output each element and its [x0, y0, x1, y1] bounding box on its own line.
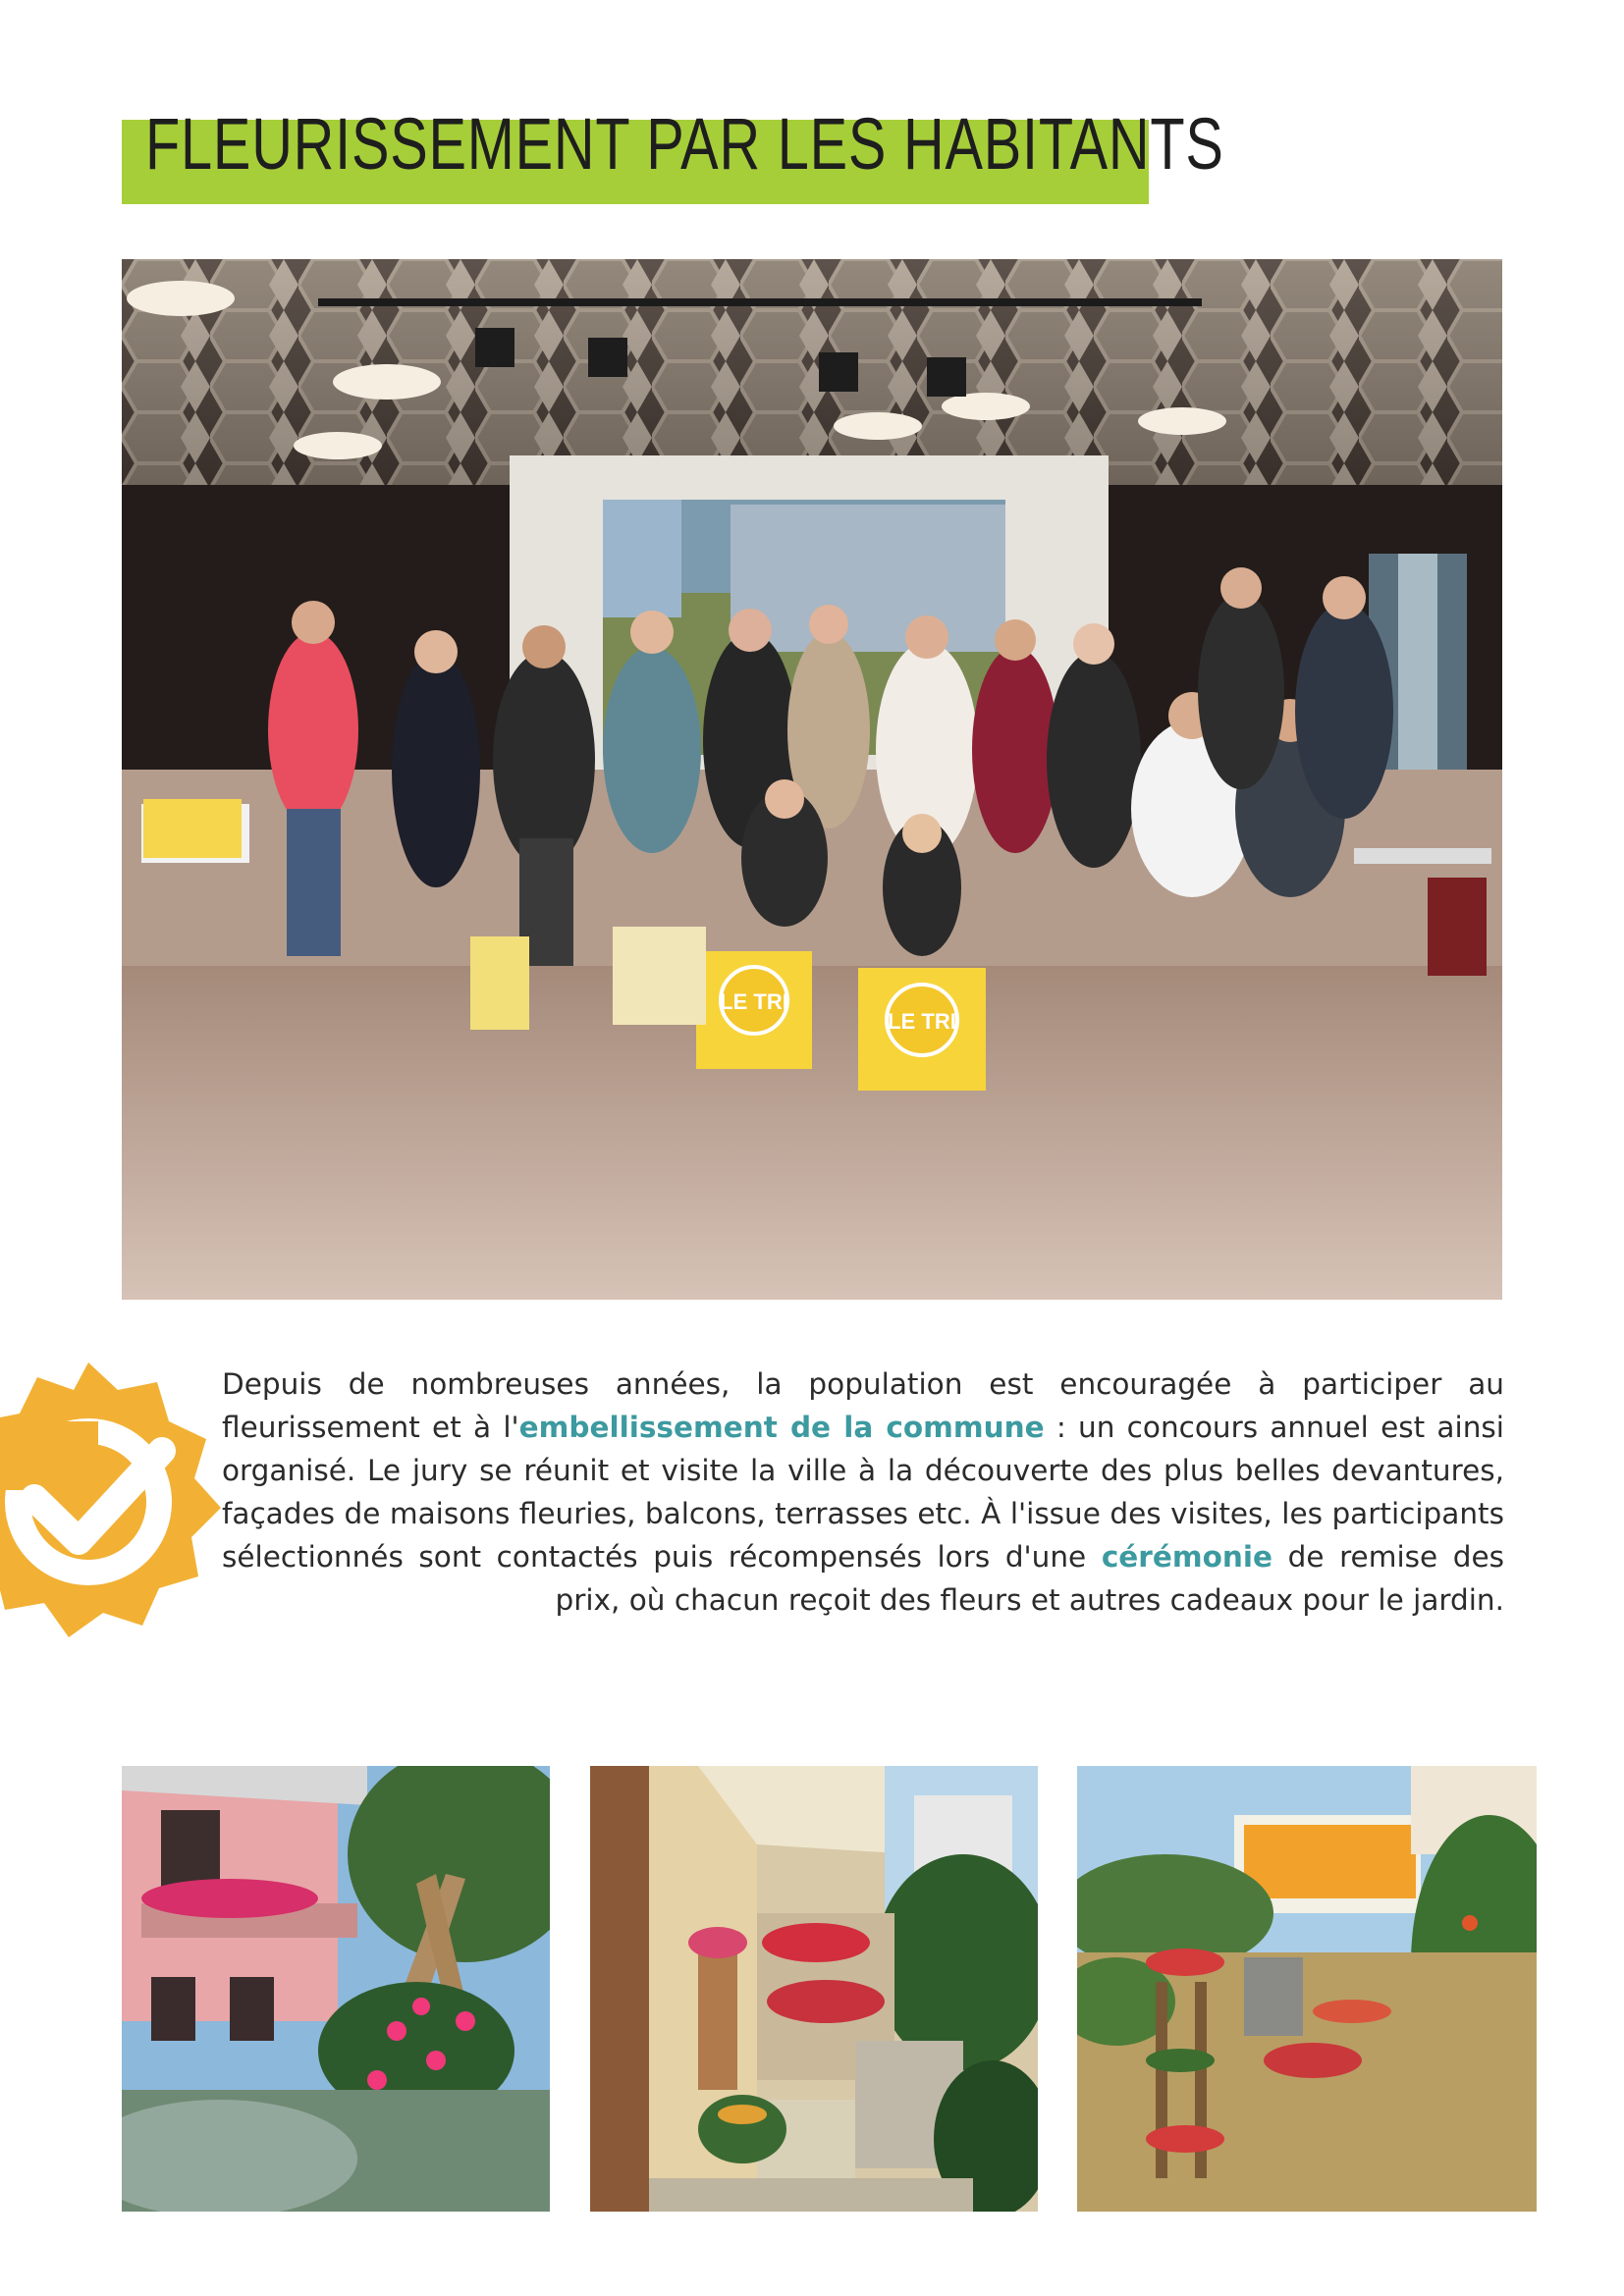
intro-paragraph — [222, 1362, 1504, 1622]
paragraph-part-1: Depuis de nombreuses années, la population est encouragée à participer au fleurissement et à l' — [222, 1367, 1504, 1444]
photo-garden-orange-panel — [1077, 1766, 1537, 2212]
check-icon — [0, 1353, 236, 1647]
highlight-embellissement: embellissement de la commune — [518, 1411, 1045, 1444]
photo-flowered-alley — [590, 1766, 1038, 2212]
main-group-photo — [122, 259, 1502, 1300]
highlight-ceremonie: cérémonie — [1101, 1540, 1272, 1574]
bag-label-1: LE TRI — [720, 989, 788, 1014]
paragraph-part-3: de remise des prix, où chacun reçoit des fleurs et autres cadeaux pour le jardin. — [555, 1540, 1504, 1617]
page-title: FLEURISSEMENT PAR LES HABITANTS — [145, 103, 1224, 185]
paragraph-part-2: : un concours annuel est ainsi organisé. Le jury se réunit et visite la ville à la découverte des plus belles devantures, façades de maisons fleuries, balcons, terrasses etc. À l'issue des visites, les participants sélectionnés sont contactés puis récompensés lors d'une — [222, 1411, 1504, 1574]
bag-label-2: LE TRI — [888, 1009, 956, 1034]
check-badge — [0, 1353, 236, 1647]
photo-pink-house-flowers — [122, 1766, 550, 2212]
